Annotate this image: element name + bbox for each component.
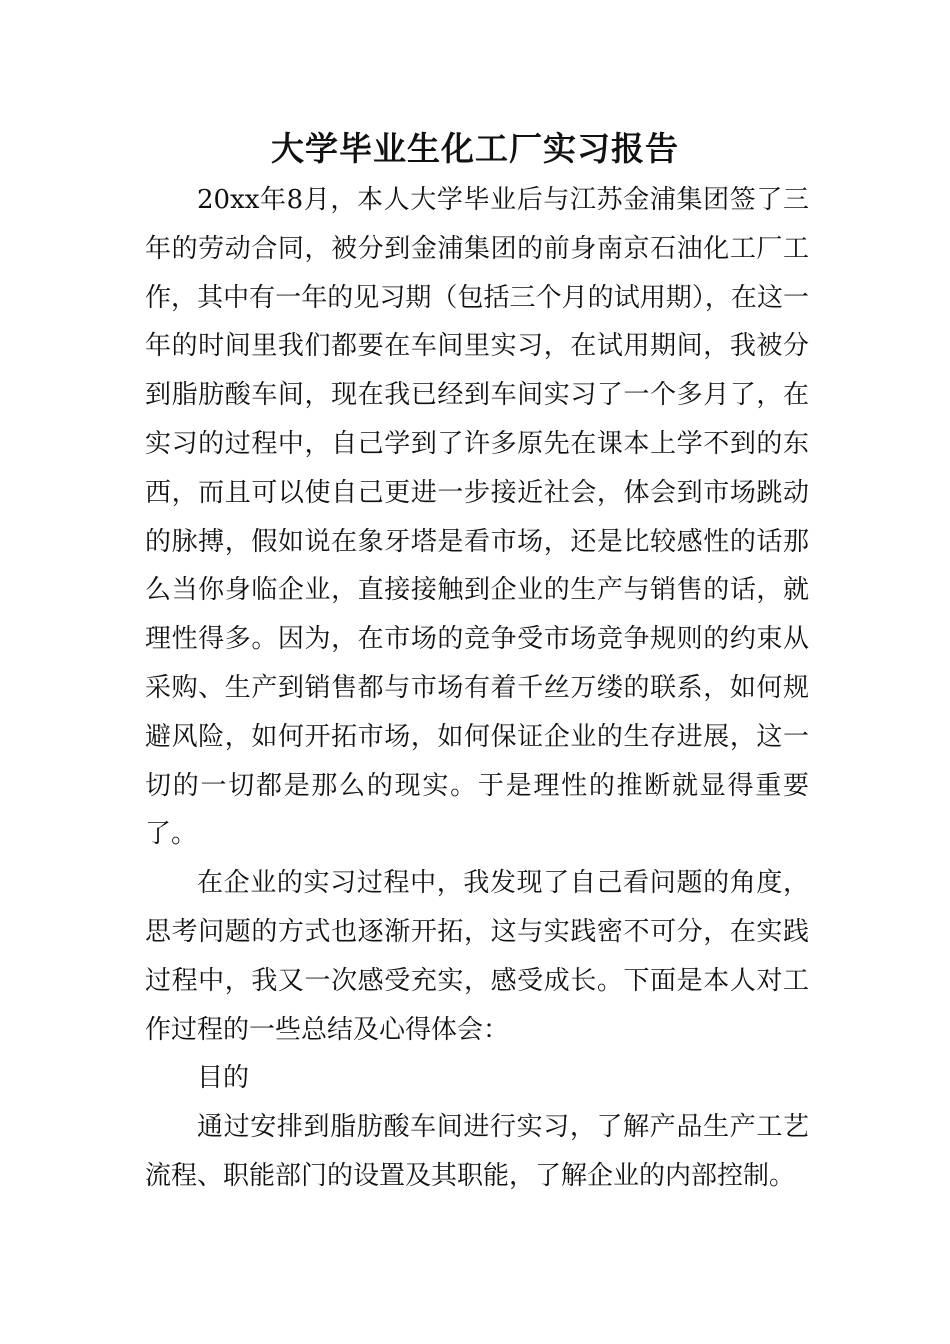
paragraph-purpose: 通过安排到脂肪酸车间进行实习，了解产品生产工艺流程、职能部门的设置及其职能，了解企业的内部控制。 <box>145 1112 809 1191</box>
document-title: 大学毕业生化工厂实习报告 <box>271 129 679 168</box>
paragraph-reflection: 在企业的实习过程中，我发现了自己看问题的角度，思考问题的方式也逐渐开拓，这与实践密不可分，在实践过程中，我又一次感受充实，感受成长。下面是本人对工作过程的一些总结及心得体会： <box>145 868 809 1045</box>
paragraph-intro: 20xx年8月，本人大学毕业后与江苏金浦集团签了三年的劳动合同，被分到金浦集团的前身南京石油化工厂工作，其中有一年的见习期（包括三个月的试用期），在这一年的时间里我们都要在车间里实习，在试用期间，我被分到脂肪酸车间，现在我已经到车间实习了一个多月了，在实习的过程中，自己学到了许多原先在课本上学不到的东西，而且可以使自己更进一步接近社会，体会到市场跳动的脉搏，假如说在象牙塔是看市场，还是比较感性的话那么当你身临企业，直接接触到企业的生产与销售的话，就理性得多。因为，在市场的竞争受市场竞争规则的约束从采购、生产到销售都与市场有着千丝万缕的联系，如何规避风险，如何开拓市场，如何保证企业的生存进展，这一切的一切都是那么的现实。于是理性的推断就显得重要了。 <box>145 185 809 850</box>
section-heading-purpose: 目的 <box>197 1063 250 1094</box>
document-body <box>145 176 809 1201</box>
